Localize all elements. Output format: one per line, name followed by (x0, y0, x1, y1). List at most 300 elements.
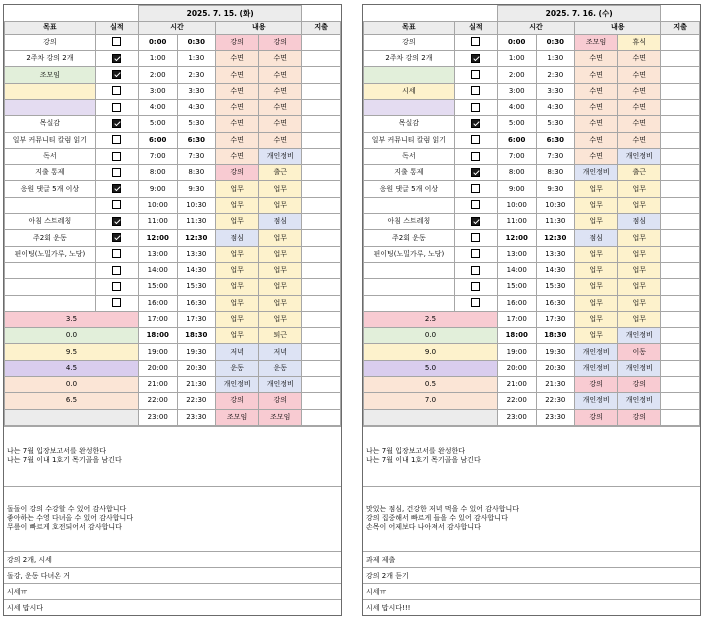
goal-cell[interactable]: 아침 스트레칭 (364, 214, 455, 230)
activity-cell[interactable]: 수면 (618, 116, 661, 132)
expense-cell[interactable] (661, 409, 700, 425)
expense-cell[interactable] (661, 148, 700, 164)
unchecked-checkbox[interactable] (471, 70, 480, 79)
start-time-cell: 16:00 (138, 295, 177, 311)
expense-cell[interactable] (661, 181, 700, 197)
unchecked-checkbox[interactable] (112, 86, 121, 95)
expense-cell[interactable] (661, 344, 700, 360)
affirmation-block[interactable] (363, 426, 700, 486)
activity-cell[interactable]: 저녁 (259, 344, 302, 360)
activity-cell[interactable]: 강의 (216, 165, 259, 181)
end-time-cell: 13:30 (536, 246, 575, 262)
expense-cell[interactable] (661, 197, 700, 213)
activity-cell[interactable]: 수면 (618, 99, 661, 115)
category-hours-cell (364, 409, 498, 425)
activity-cell[interactable]: 개인정비 (575, 360, 618, 376)
activity-cell[interactable]: 저녁 (216, 344, 259, 360)
schedule-row (5, 230, 341, 246)
start-time-cell: 2:00 (138, 67, 177, 83)
goal-cell[interactable]: 2주차 강의 2개 (364, 51, 455, 67)
goal-cell[interactable] (5, 83, 96, 99)
checkbox-cell (95, 132, 138, 148)
activity-cell[interactable]: 수면 (618, 83, 661, 99)
activity-cell[interactable]: 개인정비 (618, 360, 661, 376)
end-time-cell: 13:30 (177, 246, 216, 262)
note-line[interactable]: 시세ㅠ (4, 583, 341, 599)
end-time-cell: 12:30 (536, 230, 575, 246)
activity-cell[interactable]: 업무 (575, 328, 618, 344)
expense-cell[interactable] (302, 83, 341, 99)
expense-cell[interactable] (661, 262, 700, 278)
activity-cell[interactable]: 점심 (216, 230, 259, 246)
activity-cell[interactable]: 업무 (259, 295, 302, 311)
activity-cell[interactable]: 수면 (618, 51, 661, 67)
activity-cell[interactable]: 이동 (618, 344, 661, 360)
activity-cell[interactable]: 업무 (259, 246, 302, 262)
note-line[interactable]: 강의 2개 듣기 (363, 567, 700, 583)
goal-cell[interactable] (364, 279, 455, 295)
gratitude-block[interactable] (363, 486, 700, 551)
unchecked-checkbox[interactable] (471, 233, 480, 242)
unchecked-checkbox[interactable] (112, 135, 121, 144)
checkbox-cell (95, 148, 138, 164)
activity-cell[interactable]: 수면 (216, 51, 259, 67)
content-header: 내용 (575, 21, 661, 34)
note-line[interactable]: 시세 맙시다!!! (363, 599, 700, 615)
checked-checkbox[interactable] (112, 233, 121, 242)
activity-cell[interactable]: 수면 (216, 99, 259, 115)
expense-cell[interactable] (661, 51, 700, 67)
expense-cell[interactable] (302, 165, 341, 181)
category-hours-cell: 9.5 (5, 344, 139, 360)
goal-cell[interactable] (364, 197, 455, 213)
checkbox-cell (454, 67, 497, 83)
activity-cell[interactable]: 수면 (216, 148, 259, 164)
category-hours-cell: 9.0 (364, 344, 498, 360)
activity-cell[interactable]: 수면 (259, 132, 302, 148)
goal-cell[interactable]: 독서 (5, 148, 96, 164)
expense-cell[interactable] (661, 116, 700, 132)
unchecked-checkbox[interactable] (112, 266, 121, 275)
expense-cell[interactable] (302, 377, 341, 393)
activity-cell[interactable]: 업무 (618, 197, 661, 213)
end-time-cell: 6:30 (536, 132, 575, 148)
start-time-cell: 6:00 (497, 132, 536, 148)
expense-cell[interactable] (661, 83, 700, 99)
activity-cell[interactable]: 업무 (575, 279, 618, 295)
activity-cell[interactable]: 업무 (216, 328, 259, 344)
activity-cell[interactable]: 수면 (618, 67, 661, 83)
expense-cell[interactable] (661, 295, 700, 311)
activity-cell[interactable]: 수면 (259, 51, 302, 67)
unchecked-checkbox[interactable] (112, 152, 121, 161)
start-time-cell: 20:00 (138, 360, 177, 376)
checked-checkbox[interactable] (112, 184, 121, 193)
summary-row (5, 409, 341, 425)
expense-cell[interactable] (302, 51, 341, 67)
expense-cell[interactable] (661, 360, 700, 376)
goal-cell[interactable]: 지출 통제 (5, 165, 96, 181)
goal-cell[interactable]: 목실감 (364, 116, 455, 132)
activity-cell[interactable]: 업무 (575, 197, 618, 213)
activity-cell[interactable]: 업무 (259, 230, 302, 246)
activity-cell[interactable]: 수면 (575, 83, 618, 99)
done-header: 실적 (454, 21, 497, 34)
expense-cell[interactable] (302, 181, 341, 197)
expense-cell[interactable] (661, 99, 700, 115)
note-line[interactable]: 돌강, 운동 다녀온 거 (4, 567, 341, 583)
activity-cell[interactable]: 업무 (575, 295, 618, 311)
start-time-cell: 13:00 (138, 246, 177, 262)
done-header: 실적 (95, 21, 138, 34)
category-hours-cell: 4.5 (5, 360, 139, 376)
activity-cell[interactable]: 개인정비 (618, 393, 661, 409)
unchecked-checkbox[interactable] (471, 200, 480, 209)
activity-cell[interactable]: 수면 (259, 67, 302, 83)
activity-cell[interactable]: 업무 (216, 311, 259, 327)
expense-cell[interactable] (302, 279, 341, 295)
note-line[interactable]: 과제 제출 (363, 551, 700, 567)
activity-cell[interactable]: 조모임 (216, 409, 259, 425)
expense-cell[interactable] (302, 34, 341, 50)
summary-row (5, 328, 341, 344)
unchecked-checkbox[interactable] (112, 168, 121, 177)
checkbox-cell (95, 262, 138, 278)
expense-cell[interactable] (661, 230, 700, 246)
note-line[interactable]: 시세ㅠ (363, 583, 700, 599)
checked-checkbox[interactable] (471, 168, 480, 177)
activity-cell[interactable]: 수면 (575, 67, 618, 83)
schedule-row (364, 246, 700, 262)
expense-cell[interactable] (661, 214, 700, 230)
activity-cell[interactable]: 업무 (259, 311, 302, 327)
activity-cell[interactable]: 업무 (259, 181, 302, 197)
expense-cell[interactable] (302, 67, 341, 83)
activity-cell[interactable]: 점심 (575, 230, 618, 246)
activity-cell[interactable]: 업무 (216, 262, 259, 278)
activity-cell[interactable]: 업무 (575, 181, 618, 197)
goal-cell[interactable]: 응원 댓글 5개 이상 (5, 181, 96, 197)
expense-cell[interactable] (302, 393, 341, 409)
expense-cell[interactable] (302, 197, 341, 213)
unchecked-checkbox[interactable] (471, 152, 480, 161)
checked-checkbox[interactable] (112, 70, 121, 79)
schedule-row (364, 51, 700, 67)
note-line[interactable]: 강의 2개, 시세 (4, 551, 341, 567)
category-hours-cell: 5.0 (364, 360, 498, 376)
activity-cell[interactable]: 업무 (216, 214, 259, 230)
activity-cell[interactable]: 수면 (575, 99, 618, 115)
activity-cell[interactable]: 조모임 (259, 409, 302, 425)
activity-cell[interactable]: 업무 (575, 214, 618, 230)
expense-cell[interactable] (302, 132, 341, 148)
unchecked-checkbox[interactable] (471, 249, 480, 258)
expense-cell[interactable] (661, 246, 700, 262)
start-time-cell: 7:00 (138, 148, 177, 164)
activity-cell[interactable]: 강의 (259, 393, 302, 409)
end-time-cell: 0:30 (536, 34, 575, 50)
goal-cell[interactable]: 시세 (364, 83, 455, 99)
goal-cell[interactable]: 주2회 운동 (5, 230, 96, 246)
activity-cell[interactable]: 출근 (259, 165, 302, 181)
expense-cell[interactable] (661, 377, 700, 393)
end-time-cell: 4:30 (177, 99, 216, 115)
activity-cell[interactable]: 개인정비 (216, 377, 259, 393)
checked-checkbox[interactable] (112, 119, 121, 128)
activity-cell[interactable]: 개인정비 (259, 148, 302, 164)
goal-cell[interactable]: 일부 커뮤니티 칼럼 읽기 (5, 132, 96, 148)
expense-cell[interactable] (302, 262, 341, 278)
schedule-row (5, 34, 341, 50)
goal-cell[interactable] (364, 67, 455, 83)
schedule-row (5, 246, 341, 262)
expense-cell[interactable] (661, 67, 700, 83)
start-time-cell: 16:00 (497, 295, 536, 311)
activity-cell[interactable]: 강의 (216, 34, 259, 50)
start-time-cell: 5:00 (497, 116, 536, 132)
expense-cell[interactable] (661, 311, 700, 327)
category-hours-cell: 2.5 (364, 311, 498, 327)
checkbox-cell (454, 214, 497, 230)
checkbox-cell (95, 116, 138, 132)
goal-cell[interactable]: 독서 (364, 148, 455, 164)
checked-checkbox[interactable] (112, 217, 121, 226)
end-time-cell: 1:30 (536, 51, 575, 67)
expense-cell[interactable] (302, 360, 341, 376)
activity-cell[interactable]: 업무 (216, 181, 259, 197)
activity-cell[interactable]: 업무 (216, 279, 259, 295)
schedule-row (364, 279, 700, 295)
activity-cell[interactable]: 개인정비 (575, 165, 618, 181)
unchecked-checkbox[interactable] (471, 266, 480, 275)
category-hours-cell: 6.5 (5, 393, 139, 409)
end-time-cell: 21:30 (177, 377, 216, 393)
activity-cell[interactable]: 개인정비 (575, 344, 618, 360)
start-time-cell: 1:00 (138, 51, 177, 67)
activity-cell[interactable]: 수면 (216, 83, 259, 99)
activity-cell[interactable]: 수면 (575, 132, 618, 148)
expense-cell[interactable] (661, 34, 700, 50)
checkbox-cell (95, 99, 138, 115)
end-time-cell: 17:30 (536, 311, 575, 327)
activity-cell[interactable]: 운동 (259, 360, 302, 376)
date-header: 2025. 7. 15. (화) (138, 6, 301, 22)
goal-cell[interactable] (5, 197, 96, 213)
gratitude-line: 좋아하는 수영 다녀올 수 있어 감사합니다 (7, 514, 134, 523)
end-time-cell: 21:30 (536, 377, 575, 393)
activity-cell[interactable]: 강의 (575, 377, 618, 393)
goal-cell[interactable]: 아침 스트레칭 (5, 214, 96, 230)
activity-cell[interactable]: 개인정비 (618, 328, 661, 344)
start-time-cell: 5:00 (138, 116, 177, 132)
category-hours-cell: 0.0 (5, 377, 139, 393)
activity-cell[interactable]: 강의 (216, 393, 259, 409)
activity-cell[interactable]: 운동 (216, 360, 259, 376)
activity-cell[interactable]: 점심 (259, 214, 302, 230)
activity-cell[interactable]: 수면 (575, 116, 618, 132)
unchecked-checkbox[interactable] (112, 103, 121, 112)
activity-cell[interactable]: 퇴근 (259, 328, 302, 344)
checkbox-cell (95, 34, 138, 50)
start-time-cell: 14:00 (138, 262, 177, 278)
activity-cell[interactable]: 강의 (618, 409, 661, 425)
activity-cell[interactable]: 강의 (618, 377, 661, 393)
goal-cell[interactable]: 핀이팅(노밀가루, 노당) (364, 246, 455, 262)
activity-cell[interactable]: 출근 (618, 165, 661, 181)
goal-cell[interactable]: 응원 댓글 5개 이상 (364, 181, 455, 197)
category-hours-cell: 0.0 (5, 328, 139, 344)
goal-cell[interactable]: 주2회 운동 (364, 230, 455, 246)
activity-cell[interactable]: 개인정비 (259, 377, 302, 393)
goal-header: 목표 (5, 21, 96, 34)
expense-cell[interactable] (302, 148, 341, 164)
activity-cell[interactable]: 수면 (216, 67, 259, 83)
start-time-cell: 18:00 (138, 328, 177, 344)
checked-checkbox[interactable] (471, 217, 480, 226)
checkbox-cell (454, 51, 497, 67)
end-time-cell: 5:30 (536, 116, 575, 132)
start-time-cell: 7:00 (497, 148, 536, 164)
expense-cell[interactable] (302, 230, 341, 246)
activity-cell[interactable]: 수면 (259, 99, 302, 115)
expense-cell[interactable] (302, 246, 341, 262)
activity-cell[interactable]: 업무 (618, 295, 661, 311)
expense-cell[interactable] (661, 165, 700, 181)
goal-cell[interactable] (364, 295, 455, 311)
activity-cell[interactable]: 업무 (575, 246, 618, 262)
goal-cell[interactable] (364, 262, 455, 278)
schedule-row (364, 148, 700, 164)
activity-cell[interactable]: 수면 (575, 51, 618, 67)
unchecked-checkbox[interactable] (112, 298, 121, 307)
unchecked-checkbox[interactable] (471, 37, 480, 46)
goal-cell[interactable] (5, 99, 96, 115)
expense-cell[interactable] (302, 295, 341, 311)
activity-cell[interactable]: 점심 (618, 214, 661, 230)
activity-cell[interactable]: 업무 (259, 279, 302, 295)
goal-cell[interactable]: 일부 커뮤니티 칼럼 읽기 (364, 132, 455, 148)
activity-cell[interactable]: 업무 (216, 246, 259, 262)
goal-cell[interactable] (5, 295, 96, 311)
expense-cell[interactable] (302, 116, 341, 132)
gratitude-line: 무릎이 빠르게 호전되어서 감사합니다 (7, 523, 122, 532)
unchecked-checkbox[interactable] (112, 37, 121, 46)
unchecked-checkbox[interactable] (471, 282, 480, 291)
note-line[interactable]: 시세 맙시다 (4, 599, 341, 615)
expense-cell[interactable] (302, 409, 341, 425)
expense-cell[interactable] (302, 214, 341, 230)
unchecked-checkbox[interactable] (471, 135, 480, 144)
expense-cell[interactable] (302, 311, 341, 327)
expense-cell[interactable] (661, 393, 700, 409)
expense-cell[interactable] (302, 99, 341, 115)
unchecked-checkbox[interactable] (112, 249, 121, 258)
expense-cell[interactable] (302, 328, 341, 344)
gratitude-block[interactable] (4, 486, 341, 551)
schedule-row (364, 99, 700, 115)
checked-checkbox[interactable] (471, 54, 480, 63)
activity-cell[interactable]: 강의 (259, 34, 302, 50)
checkbox-cell (95, 295, 138, 311)
expense-cell[interactable] (661, 328, 700, 344)
end-time-cell: 3:30 (536, 83, 575, 99)
activity-cell[interactable]: 업무 (575, 311, 618, 327)
goal-cell[interactable] (5, 262, 96, 278)
activity-cell[interactable]: 수면 (575, 148, 618, 164)
activity-cell[interactable]: 업무 (216, 295, 259, 311)
goal-cell[interactable]: 강의 (364, 34, 455, 50)
activity-cell[interactable]: 업무 (618, 311, 661, 327)
activity-cell[interactable]: 휴식 (618, 34, 661, 50)
gratitude-line: 손목이 어제보다 나아져서 감사합니다 (366, 523, 481, 532)
end-time-cell: 11:30 (177, 214, 216, 230)
checkbox-cell (454, 262, 497, 278)
end-time-cell: 5:30 (177, 116, 216, 132)
unchecked-checkbox[interactable] (471, 298, 480, 307)
schedule-row (364, 214, 700, 230)
expense-cell[interactable] (661, 279, 700, 295)
goal-cell[interactable]: 조모임 (5, 67, 96, 83)
activity-cell[interactable]: 수면 (618, 132, 661, 148)
unchecked-checkbox[interactable] (471, 184, 480, 193)
goal-header: 목표 (364, 21, 455, 34)
activity-cell[interactable]: 개인정비 (575, 393, 618, 409)
category-hours-cell: 0.0 (364, 328, 498, 344)
goal-cell[interactable]: 핀이팅(노밀가루, 노당) (5, 246, 96, 262)
activity-cell[interactable]: 업무 (618, 279, 661, 295)
end-time-cell: 1:30 (177, 51, 216, 67)
activity-cell[interactable]: 업무 (618, 230, 661, 246)
checked-checkbox[interactable] (112, 54, 121, 63)
activity-cell[interactable]: 수면 (259, 83, 302, 99)
start-time-cell: 3:00 (138, 83, 177, 99)
goal-cell[interactable] (5, 279, 96, 295)
unchecked-checkbox[interactable] (471, 103, 480, 112)
expense-cell[interactable] (302, 344, 341, 360)
activity-cell[interactable]: 업무 (618, 246, 661, 262)
activity-cell[interactable]: 조모임 (575, 34, 618, 50)
activity-cell[interactable]: 개인정비 (618, 148, 661, 164)
expense-cell[interactable] (661, 132, 700, 148)
activity-cell[interactable]: 업무 (259, 197, 302, 213)
activity-cell[interactable]: 업무 (618, 262, 661, 278)
activity-cell[interactable]: 업무 (259, 262, 302, 278)
goal-cell[interactable]: 2주차 강의 2개 (5, 51, 96, 67)
activity-cell[interactable]: 수면 (216, 116, 259, 132)
activity-cell[interactable]: 업무 (216, 197, 259, 213)
activity-cell[interactable]: 수면 (216, 132, 259, 148)
end-time-cell: 9:30 (177, 181, 216, 197)
checkbox-cell (95, 67, 138, 83)
unchecked-checkbox[interactable] (471, 86, 480, 95)
schedule-row (364, 116, 700, 132)
goal-cell[interactable]: 지출 통제 (364, 165, 455, 181)
activity-cell[interactable]: 업무 (575, 262, 618, 278)
checkbox-cell (95, 214, 138, 230)
planner-table (4, 5, 341, 426)
activity-cell[interactable]: 업무 (618, 181, 661, 197)
unchecked-checkbox[interactable] (112, 282, 121, 291)
checked-checkbox[interactable] (471, 119, 480, 128)
activity-cell[interactable]: 강의 (575, 409, 618, 425)
activity-cell[interactable]: 수면 (259, 116, 302, 132)
end-time-cell: 22:30 (536, 393, 575, 409)
goal-cell[interactable]: 강의 (5, 34, 96, 50)
goal-cell[interactable] (364, 99, 455, 115)
affirmation-block[interactable] (4, 426, 341, 486)
unchecked-checkbox[interactable] (112, 200, 121, 209)
goal-cell[interactable]: 목실감 (5, 116, 96, 132)
